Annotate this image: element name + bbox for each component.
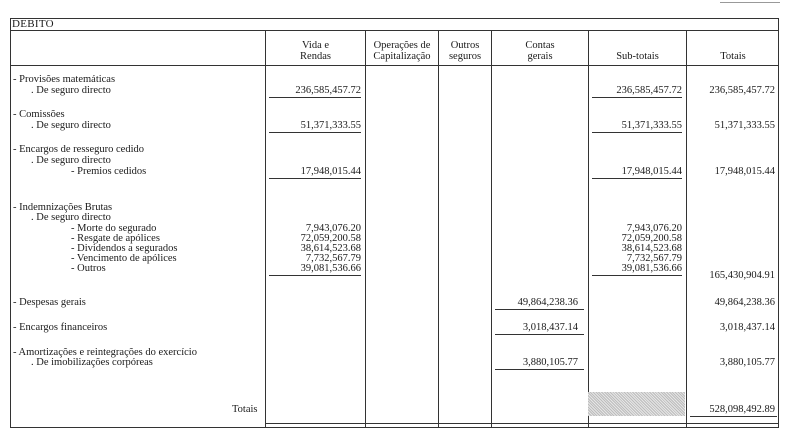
cell-contas: 3,018,437.14 (522, 322, 578, 333)
row-subheading: . De imobilizações corpóreas (31, 357, 153, 368)
column-header-operacoes: Operações de Capitalização (373, 40, 431, 62)
row-item: - Premios cedidos (71, 166, 147, 177)
top-rule (720, 2, 780, 3)
underline (269, 178, 361, 179)
col-divider (265, 30, 266, 428)
cell-vida: 39,081,536.66 (300, 263, 361, 274)
column-header-vida: Vida e Rendas (300, 40, 331, 62)
underline (269, 275, 361, 276)
row-subheading: . De seguro directo (31, 155, 111, 166)
column-header-subtotais: Sub-totais (616, 51, 659, 62)
row-heading: - Encargos financeiros (13, 322, 108, 333)
cell-total: 236,585,457.72 (709, 85, 775, 96)
underline (269, 132, 361, 133)
row-heading: - Despesas gerais (13, 297, 86, 308)
cell-total: 3,880,105.77 (719, 357, 775, 368)
row-item: - Morte do segurado (71, 223, 157, 234)
underline (690, 416, 777, 417)
cell-vida: 38,614,523.68 (300, 243, 361, 254)
col-divider (491, 30, 492, 428)
column-header-contas: Contas gerais (525, 40, 555, 62)
cell-vida: 17,948,015.44 (300, 166, 361, 177)
cell-vida: 72,059,200.58 (300, 233, 361, 244)
row-subheading: . De seguro directo (31, 85, 111, 96)
cell-vida: 51,371,333.55 (300, 120, 361, 131)
underline (495, 309, 584, 310)
row-subheading: . De seguro directo (31, 120, 111, 131)
cell-total: 17,948,015.44 (714, 166, 775, 177)
row-heading: - Indemnizações Brutas (13, 202, 113, 213)
row-heading: - Provisões matemáticas (13, 74, 116, 85)
bottom-rule (265, 423, 779, 424)
row-item: - Vencimento de apólices (71, 253, 177, 264)
cell-subtotal: 72,059,200.58 (621, 233, 682, 244)
col-divider (588, 30, 589, 428)
col-divider (686, 30, 687, 428)
cell-subtotal: 38,614,523.68 (621, 243, 682, 254)
cell-subtotal: 236,585,457.72 (616, 85, 682, 96)
cell-total: 51,371,333.55 (714, 120, 775, 131)
underline (592, 132, 682, 133)
shaded-cell (588, 392, 685, 416)
row-item: - Dividendos a segurados (71, 243, 178, 254)
section-title: DEBITO (12, 18, 54, 30)
cell-subtotal: 17,948,015.44 (621, 166, 682, 177)
cell-subtotal: 39,081,536.66 (621, 263, 682, 274)
title-separator (10, 30, 779, 31)
underline (592, 178, 682, 179)
cell-subtotal: 7,732,567.79 (626, 253, 682, 264)
cell-contas: 3,880,105.77 (522, 357, 578, 368)
column-header-outros: Outros seguros (448, 40, 482, 62)
header-rule (10, 65, 779, 66)
column-header-totais: Totais (720, 51, 746, 62)
cell-vida: 7,732,567.79 (305, 253, 361, 264)
cell-subtotal: 51,371,333.55 (621, 120, 682, 131)
cell-total: 49,864,238.36 (714, 297, 775, 308)
cell-vida: 236,585,457.72 (295, 85, 361, 96)
cell-total: 3,018,437.14 (719, 322, 775, 333)
cell-total: 165,430,904.91 (709, 270, 775, 281)
cell-subtotal: 7,943,076.20 (626, 223, 682, 234)
row-heading: - Encargos de resseguro cedido (13, 144, 145, 155)
col-divider (438, 30, 439, 428)
underline (269, 97, 361, 98)
cell-contas: 49,864,238.36 (517, 297, 578, 308)
underline (495, 334, 584, 335)
row-item: - Resgate de apólices (71, 233, 160, 244)
row-heading: - Comissões (13, 109, 65, 120)
grand-total: 528,098,492.89 (709, 404, 775, 415)
col-divider (365, 30, 366, 428)
row-heading: - Amortizações e reintegrações do exercício (13, 347, 197, 358)
underline (495, 369, 584, 370)
totals-label: Totais (232, 404, 258, 415)
row-item: - Outros (71, 263, 106, 274)
cell-vida: 7,943,076.20 (305, 223, 361, 234)
underline (592, 97, 682, 98)
underline (592, 275, 682, 276)
row-subheading: . De seguro directo (31, 212, 111, 223)
